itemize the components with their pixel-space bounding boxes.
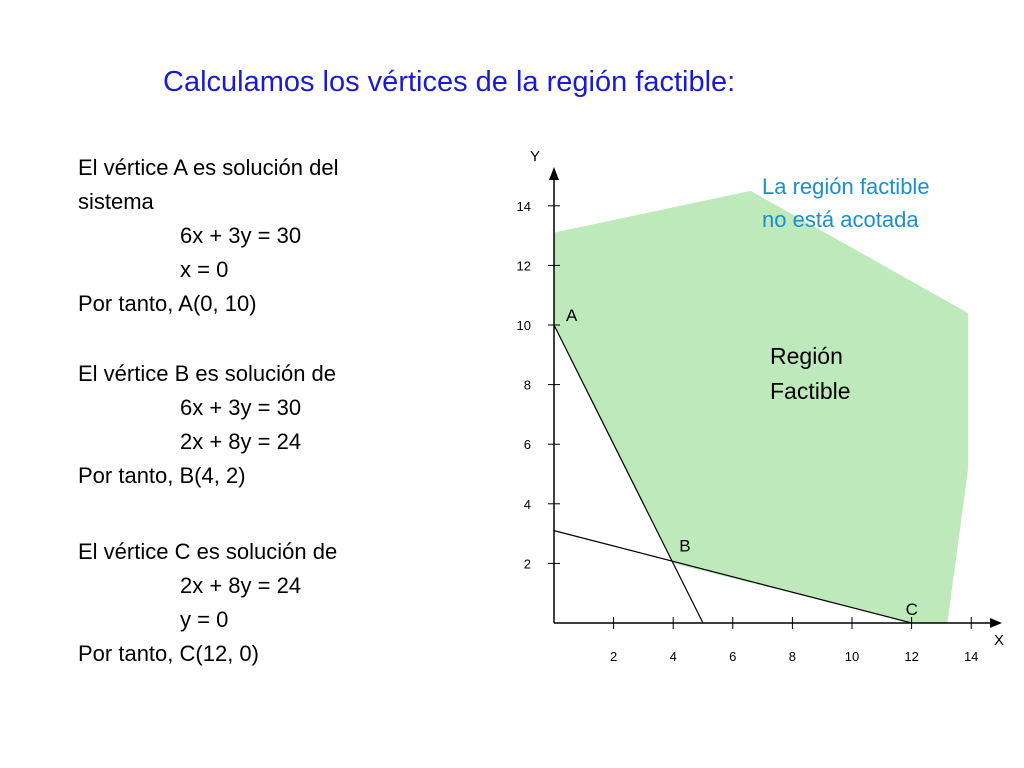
unbounded-note: La región factible — [762, 174, 930, 199]
x-tick-label: 2 — [609, 649, 618, 664]
x-tick-label: 12 — [904, 649, 919, 664]
vertex-b-text-line: El vértice B es solución de — [78, 361, 337, 386]
x-axis-arrow — [990, 618, 1002, 628]
y-tick-label: 4 — [523, 496, 531, 512]
x-tick-label: 10 — [844, 649, 860, 664]
vertex-a-text-line: sistema — [78, 189, 154, 214]
y-tick-label: 2 — [523, 556, 531, 572]
vertex-a-result: Por tanto, A(0, 10) — [78, 291, 257, 316]
vertex-c-equation: 2x + 8y = 24 — [180, 573, 302, 598]
y-tick-label: 6 — [523, 437, 531, 453]
x-tick-label: 8 — [788, 649, 797, 664]
vertex-c-equation: y = 0 — [180, 607, 229, 632]
vertex-c-text-line: El vértice C es solución de — [78, 539, 338, 564]
y-axis-arrow — [549, 167, 559, 180]
y-tick-label: 8 — [523, 377, 531, 393]
region-label: Región — [770, 343, 843, 369]
vertex-a-equation: 6x + 3y = 30 — [180, 223, 302, 248]
vertex-b-result: Por tanto, B(4, 2) — [78, 463, 246, 488]
x-tick-label: 4 — [669, 649, 677, 664]
y-tick-label: 12 — [516, 258, 531, 274]
feasible-region — [554, 191, 968, 623]
vertex-label-a: A — [566, 306, 578, 325]
x-tick-label: 6 — [729, 649, 737, 664]
y-tick-label: 10 — [516, 318, 531, 333]
vertex-c-result: Por tanto, C(12, 0) — [78, 641, 259, 666]
vertex-a-equation: x = 0 — [180, 257, 229, 282]
y-axis-label: Y — [530, 148, 541, 165]
vertex-b-equation: 2x + 8y = 24 — [180, 429, 302, 454]
unbounded-note: no está acotada — [762, 207, 919, 232]
slide-title: Calculamos los vértices de la región factible: — [163, 66, 736, 98]
vertex-label-b: B — [679, 536, 691, 556]
vertex-b-equation: 6x + 3y = 30 — [180, 395, 302, 420]
vertex-a-text-line: El vértice A es solución del — [78, 155, 339, 180]
x-tick-label: 14 — [963, 649, 979, 664]
vertex-label-c: C — [905, 600, 918, 619]
region-label: Factible — [770, 378, 851, 404]
x-axis-label: X — [994, 632, 1005, 649]
y-tick-label: 14 — [516, 198, 531, 214]
